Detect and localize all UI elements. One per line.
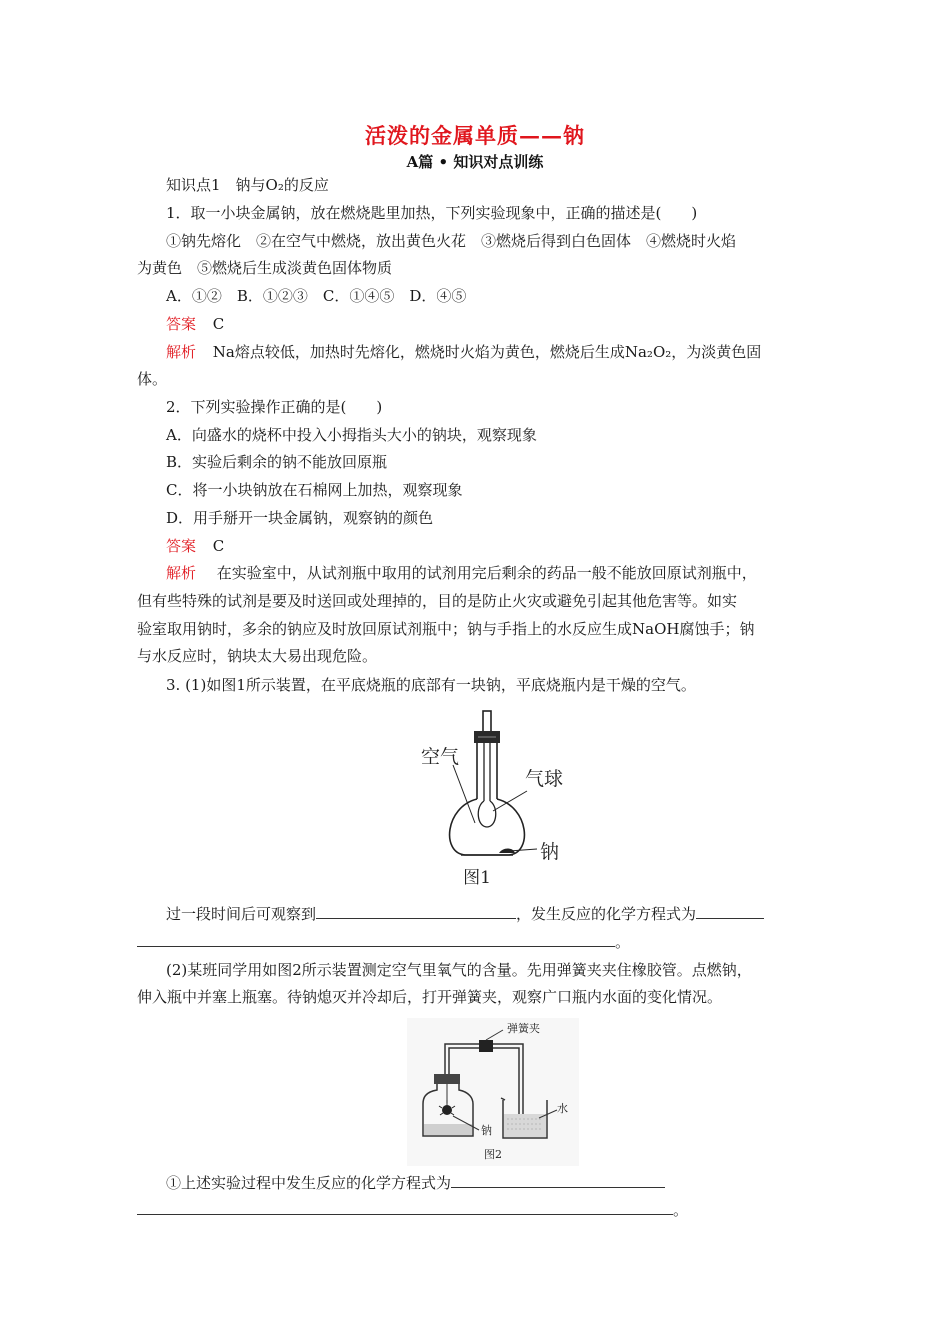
label-spring-clip: 弹簧夹 (507, 1022, 540, 1035)
answer-label: 答案 (166, 537, 197, 555)
figure-1-flask-diagram (375, 703, 580, 895)
answer-value: C (212, 537, 225, 555)
observe-prefix: 过一段时间后可观察到 (166, 905, 317, 923)
q2-option-a: A．向盛水的烧杯中投入小拇指头大小的钠块，观察现象 (166, 426, 537, 444)
sub1-prefix: ①上述实验过程中发生反应的化学方程式为 (166, 1174, 452, 1192)
q2-answer (166, 536, 224, 556)
section-heading: 知识点1 钠与O₂的反应 (166, 176, 329, 194)
q1-options-line2: 为黄色 ⑤燃烧后生成淡黄色固体物质 (137, 259, 393, 277)
label-balloon: 气球 (525, 768, 564, 790)
label-sodium: 钠 (481, 1124, 492, 1137)
q2-analysis-line3: 验室取用钠时，多余的钠应及时放回原试剂瓶中；钠与手指上的水反应生成NaOH腐蚀手；钠 (137, 620, 755, 638)
answer-label: 答案 (166, 315, 197, 333)
q1-choices: A．①② B．①②③ C．①④⑤ D．④⑤ (166, 287, 467, 305)
answer-blank[interactable] (451, 1173, 665, 1188)
q1-stem: 1．取一小块金属钠，放在燃烧匙里加热，下列实验现象中，正确的描述是( ) (166, 204, 698, 222)
q2-analysis-line2: 但有些特殊的试剂是要及时送回或处理掉的，目的是防止火灾或避免引起其他危害等。如实 (137, 592, 738, 610)
label-sodium: 钠 (540, 841, 560, 863)
figure-2-apparatus-diagram (407, 1018, 579, 1166)
q3-stem: 3. (1)如图1所示装置，在平底烧瓶的底部有一块钠，平底烧瓶内是干燥的空气。 (166, 676, 696, 694)
answer-blank[interactable] (137, 1200, 673, 1215)
q2-option-b: B．实验后剩余的钠不能放回原瓶 (166, 453, 388, 471)
q2-analysis-line4: 与水反应时，钠块太大易出现危险。 (137, 647, 378, 665)
observe-mid: ，发生反应的化学方程式为 (516, 905, 697, 923)
answer-blank[interactable] (137, 932, 615, 947)
q3-sub1-line2 (137, 1200, 688, 1220)
analysis-text: 在实验室中，从试剂瓶中取用的试剂用完后剩余的药品一般不能放回原试剂瓶中， (216, 564, 757, 582)
q3-observe-line (166, 904, 764, 924)
answer-blank[interactable] (316, 904, 516, 919)
analysis-text: Na熔点较低，加热时先熔化，燃烧时火焰为黄色，燃烧后生成Na₂O₂，为淡黄色固 (212, 343, 762, 361)
q1-analysis-line1 (166, 342, 761, 362)
label-air: 空气 (421, 746, 460, 768)
figure-2-caption: 图2 (484, 1148, 502, 1161)
end-mark: 。 (673, 1201, 689, 1219)
q2-stem: 2．下列实验操作正确的是( ) (166, 398, 383, 416)
q1-answer (166, 314, 224, 334)
q2-option-c: C．将一小块钠放在石棉网上加热，观察现象 (166, 481, 463, 499)
q3-part2-line2: 伸入瓶中并塞上瓶塞。待钠熄灭并冷却后，打开弹簧夹，观察广口瓶内水面的变化情况。 (137, 988, 723, 1006)
q3-part2-line1: (2)某班同学用如图2所示装置测定空气里氧气的含量。先用弹簧夹夹住橡胶管。点燃钠， (166, 961, 752, 979)
q1-analysis-line2: 体。 (137, 370, 168, 388)
q3-observe-line2 (137, 932, 630, 952)
q2-option-d: D．用手掰开一块金属钠，观察钠的颜色 (166, 509, 434, 527)
page-subtitle: A篇 • 知识对点训练 (406, 153, 544, 171)
q1-options-line1: ①钠先熔化 ②在空气中燃烧，放出黄色火花 ③燃烧后得到白色固体 ④燃烧时火焰 (166, 232, 737, 250)
figure-1-caption: 图1 (463, 868, 491, 888)
answer-value: C (212, 315, 225, 333)
analysis-label: 解析 (166, 564, 197, 582)
q3-sub1-line (166, 1173, 665, 1193)
answer-blank[interactable] (696, 904, 764, 919)
label-water: 水 (557, 1102, 568, 1115)
analysis-label: 解析 (166, 343, 197, 361)
end-mark: 。 (615, 933, 631, 951)
q2-analysis-line1 (166, 563, 757, 583)
page-title: 活泼的金属单质——钠 (365, 123, 585, 148)
